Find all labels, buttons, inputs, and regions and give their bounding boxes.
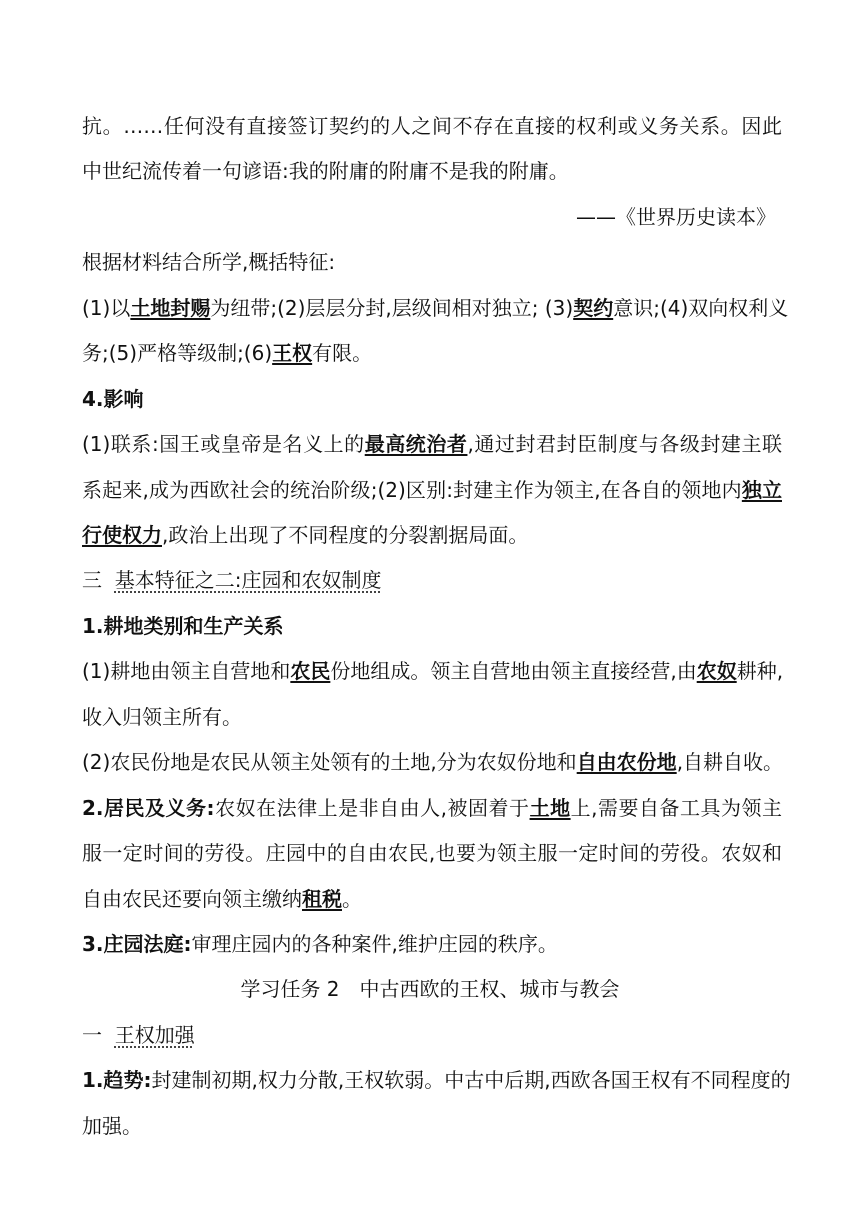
features-line-2: 务;(5)严格等级制;(6)王权有限。 <box>82 341 373 365</box>
paragraph-line: 中世纪流传着一句谚语:我的附庸的附庸不是我的附庸。 <box>82 159 569 183</box>
task-title: 学习任务 2 中古西欧的王权、城市与教会 <box>240 977 620 1001</box>
key-term: 自由农份地 <box>576 750 677 774</box>
paragraph-line: (1)耕地由领主自营地和农民份地组成。领主自营地由领主直接经营,由农奴耕种, <box>82 659 784 683</box>
section-title: 一 王权加强 <box>82 1023 195 1047</box>
key-term: 土地封赐 <box>130 296 211 320</box>
paragraph-line: 抗。……任何没有直接签订契约的人之间不存在直接的权利或义务关系。因此 <box>82 114 782 138</box>
source-citation: ——《世界历史读本》 <box>576 205 776 229</box>
influence-line-3: 行使权力,政治上出现了不同程度的分裂割据局面。 <box>82 523 529 547</box>
section-title: 三 基本特征之二:庄园和农奴制度 <box>82 568 382 592</box>
influence-line-2: 系起来,成为西欧社会的统治阶级;(2)区别:封建主作为领主,在各自的领地内独立 <box>82 478 782 502</box>
paragraph-line: 1.趋势:封建制初期,权力分散,王权软弱。中古中后期,西欧各国王权有不同程度的 <box>82 1068 791 1092</box>
features-line-1: (1)以土地封赐为纽带;(2)层层分封,层级间相对独立; (3)契约意识;(4)双向权利义 <box>82 296 789 320</box>
key-term: 独立 <box>741 478 782 502</box>
key-term: 农奴 <box>696 659 737 683</box>
key-term: 行使权力 <box>82 523 162 547</box>
key-term: 农民 <box>290 659 331 683</box>
subsection-heading: 1.耕地类别和生产关系 <box>82 614 284 638</box>
paragraph-line: 2.居民及义务:农奴在法律上是非自由人,被固着于土地上,需要自备工具为领主 <box>82 796 783 820</box>
paragraph-line: 自由农民还要向领主缴纳租税。 <box>82 887 362 911</box>
paragraph-line: (2)农民份地是农民从领主处领有的土地,分为农奴份地和自由农份地,自耕自收。 <box>82 750 784 774</box>
features-prompt: 根据材料结合所学,概括特征: <box>82 250 336 274</box>
key-term: 最高统治者 <box>364 432 468 456</box>
paragraph-line: 收入归领主所有。 <box>82 705 242 729</box>
key-term: 土地 <box>529 796 571 820</box>
key-term: 王权 <box>272 341 313 365</box>
key-term: 契约 <box>573 296 614 320</box>
paragraph-line: 3.庄园法庭:审理庄园内的各种案件,维护庄园的秩序。 <box>82 932 558 956</box>
paragraph-line: 服一定时间的劳役。庄园中的自由农民,也要为领主服一定时间的劳役。农奴和 <box>82 841 782 865</box>
section-heading: 4.影响 <box>82 387 144 411</box>
paragraph-line: 加强。 <box>82 1114 142 1138</box>
key-term: 租税 <box>302 887 342 911</box>
influence-line-1: (1)联系:国王或皇帝是名义上的最高统治者,通过封君封臣制度与各级封建主联 <box>82 432 782 456</box>
